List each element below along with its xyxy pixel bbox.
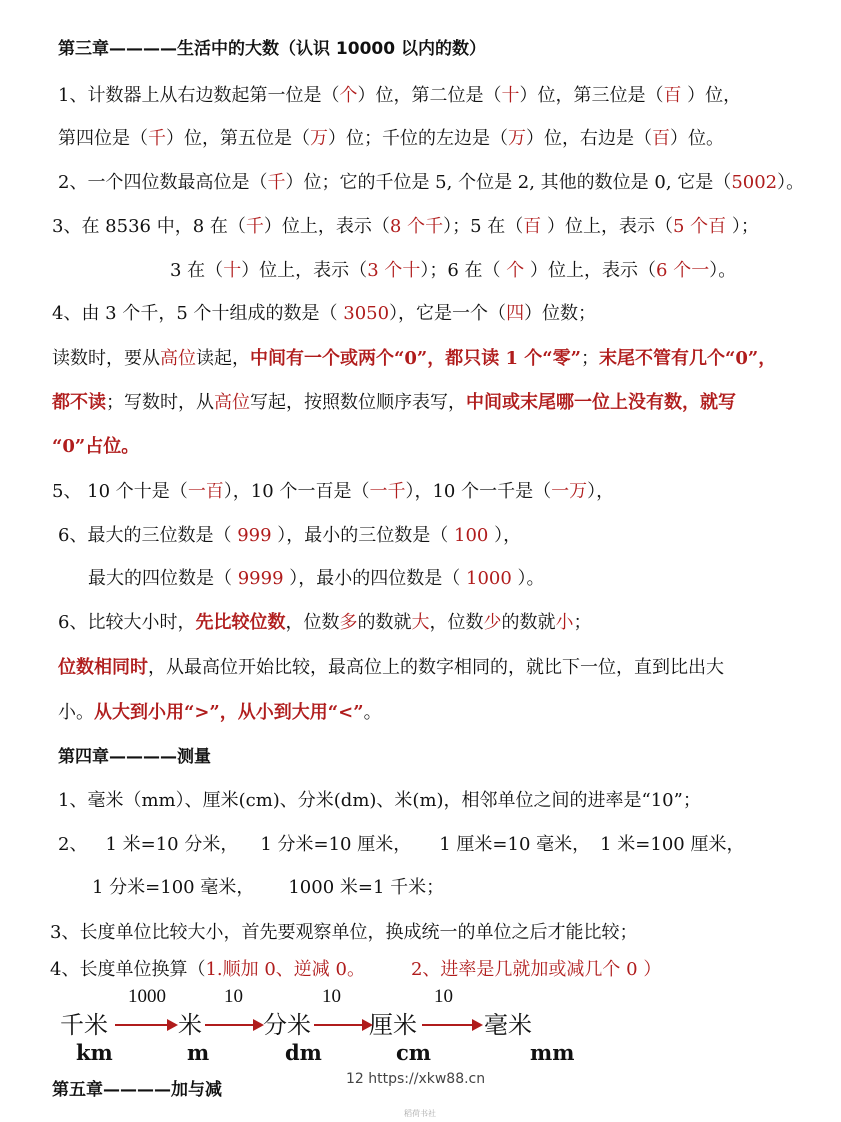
q6b-line-2 bbox=[58, 656, 724, 680]
text: ）； bbox=[726, 216, 759, 237]
ch4-q3: 3、长度单位比较大小，首先要观察单位，换成统一的单位之后才能比较； bbox=[50, 922, 638, 943]
text: ）位， bbox=[681, 85, 742, 106]
unit-en-m: m bbox=[187, 1040, 210, 1065]
text: ；写数时，从 bbox=[106, 392, 214, 413]
text: 2、 bbox=[58, 834, 88, 855]
text: ）位，右边是（ bbox=[526, 128, 652, 149]
rule-highlight: 1.顺加 0、逆减 0。 bbox=[205, 959, 365, 980]
conversion: 1 分米=10 厘米， bbox=[260, 834, 412, 855]
unit-en-mm: mm bbox=[530, 1040, 575, 1065]
keyword: 小 bbox=[555, 612, 574, 633]
conversion: 1 米=10 分米， bbox=[105, 834, 239, 855]
answer: 个 bbox=[339, 85, 358, 106]
text: 4、长度单位换算（ bbox=[50, 959, 206, 980]
text: 3、在 8536 中，8 在（ bbox=[52, 216, 246, 237]
answer: 万 bbox=[508, 128, 526, 149]
answer: 100 bbox=[454, 525, 489, 546]
text: 读数时，要从 bbox=[52, 348, 160, 369]
text: ； bbox=[581, 348, 599, 369]
answer: 一百 bbox=[187, 481, 224, 502]
unit-cn-dm: 分米 bbox=[263, 1011, 311, 1039]
reading-rule-line-2 bbox=[52, 391, 736, 415]
conversion: 1 米=100 厘米， bbox=[600, 834, 745, 855]
text: 小。 bbox=[58, 702, 94, 723]
rule-highlight: 2、进率是几就加或减几个 0 ） bbox=[410, 959, 662, 980]
text: ）。 bbox=[709, 260, 737, 281]
rule-highlight: 从大到小用“>”，从小到大用“<” bbox=[94, 702, 364, 723]
unit-en-cm: cm bbox=[396, 1040, 432, 1065]
text: ）位；它的千位是 5, 个位是 2, 其他的数位是 0, 它是（ bbox=[285, 172, 732, 193]
answer: 999 bbox=[237, 525, 272, 546]
rule-highlight: “0”占位。 bbox=[52, 436, 140, 457]
answer: 千 bbox=[267, 172, 286, 193]
reading-rule-line-1 bbox=[52, 347, 776, 371]
unit-cn-cm: 厘米 bbox=[369, 1011, 417, 1039]
text: ）位，第五位是（ bbox=[166, 128, 310, 149]
text: ），10 个一百是（ bbox=[223, 481, 370, 502]
answer: 3 个十 bbox=[367, 260, 421, 281]
text: ），10 个一千是（ bbox=[405, 481, 552, 502]
q6b-line-3 bbox=[58, 701, 382, 725]
chapter-5-title: 第五章————加与减 bbox=[52, 1080, 222, 1100]
text: 5、 10 个十是（ bbox=[52, 481, 188, 502]
text: ）位上，表示（ bbox=[541, 216, 673, 237]
conversion: 1000 米=1 千米； bbox=[288, 877, 445, 898]
text: ），最小的三位数是（ bbox=[271, 525, 454, 546]
answer: 3050 bbox=[343, 303, 390, 324]
q4-line-1 bbox=[52, 302, 596, 326]
unit-cn-m: 米 bbox=[178, 1011, 202, 1039]
keyword: 位数相同时 bbox=[58, 657, 148, 678]
text: ），它是一个（ bbox=[389, 303, 507, 324]
rule-highlight: 中间或末尾哪一位上没有数，就写 bbox=[466, 392, 736, 413]
rule-highlight: 中间有一个或两个“0”，都只读 1 个“零” bbox=[250, 348, 581, 369]
ch4-q2-line-1 bbox=[58, 833, 744, 857]
answer: 9999 bbox=[237, 568, 284, 589]
q1-line-2 bbox=[58, 127, 724, 151]
text: ）。 bbox=[777, 172, 805, 193]
q3-line-1 bbox=[52, 215, 759, 239]
answer: 百 bbox=[523, 216, 542, 237]
text: 4、由 3 个千，5 个十组成的数是（ bbox=[52, 303, 344, 324]
chapter-3-title: 第三章————生活中的大数（认识 10000 以内的数） bbox=[58, 39, 486, 59]
keyword: 先比较位数 bbox=[195, 612, 286, 633]
conversion: 1 分米=100 毫米， bbox=[92, 877, 255, 898]
rate-label: 10 bbox=[224, 986, 243, 1007]
rule-highlight: 都不读 bbox=[52, 392, 106, 413]
answer: 万 bbox=[310, 128, 328, 149]
text: 最大的四位数是（ bbox=[88, 568, 238, 589]
text: ，从最高位开始比较，最高位上的数字相同的，就比下一位，直到比出大 bbox=[148, 657, 724, 678]
text: 3 在（ bbox=[170, 260, 224, 281]
keyword: 少 bbox=[483, 612, 502, 633]
keyword: 多 bbox=[339, 612, 358, 633]
text: ）位；千位的左边是（ bbox=[328, 128, 508, 149]
rate-label: 10 bbox=[434, 986, 453, 1007]
chapter-4-title: 第四章————测量 bbox=[58, 747, 211, 767]
text: 写起，按照数位顺序表写， bbox=[250, 392, 466, 413]
keyword: 高位 bbox=[214, 392, 250, 413]
q1-line-1 bbox=[58, 84, 741, 108]
text: 6、比较大小时， bbox=[58, 612, 196, 633]
q2-line-1 bbox=[58, 171, 804, 195]
answer: 8 个千 bbox=[389, 216, 444, 237]
unit-en-dm: dm bbox=[285, 1040, 322, 1065]
text: ），最小的四位数是（ bbox=[283, 568, 466, 589]
text: 读起， bbox=[196, 348, 250, 369]
unit-en-km: km bbox=[76, 1040, 113, 1065]
answer: 十 bbox=[223, 260, 242, 281]
text: ）位数； bbox=[524, 303, 597, 324]
ch4-q1: 1、毫米（mm）、厘米(cm)、分米(dm)、米(m)，相邻单位之间的进率是“10”； bbox=[58, 790, 701, 811]
text: ）位上，表示（ bbox=[241, 260, 368, 281]
answer: 十 bbox=[501, 85, 520, 106]
text: 1、计数器上从右边数起第一位是（ bbox=[58, 85, 340, 106]
text: 6、最大的三位数是（ bbox=[58, 525, 238, 546]
text: 第四位是（ bbox=[58, 128, 148, 149]
unit-cn-mm: 毫米 bbox=[484, 1011, 532, 1039]
rate-label: 1000 bbox=[128, 986, 166, 1007]
ch4-q2-line-2 bbox=[92, 876, 444, 900]
answer: 百 bbox=[652, 128, 670, 149]
q6b-line-1 bbox=[58, 611, 591, 635]
text: ，位数 bbox=[285, 612, 340, 633]
page-footer: 12 https://xkw88.cn bbox=[346, 1071, 486, 1087]
answer: 一千 bbox=[369, 481, 406, 502]
reading-rule-line-3 bbox=[52, 435, 139, 459]
answer: 千 bbox=[245, 216, 264, 237]
text: ）位上，表示（ bbox=[524, 260, 657, 281]
rate-label: 10 bbox=[322, 986, 341, 1007]
answer: 5 个百 bbox=[673, 216, 727, 237]
keyword: 大 bbox=[411, 612, 430, 633]
conversion: 1 厘米=10 毫米， bbox=[439, 834, 591, 855]
text: ）， bbox=[587, 481, 615, 502]
answer: 百 bbox=[663, 85, 682, 106]
unit-cn-km: 千米 bbox=[60, 1011, 108, 1039]
text: ）， bbox=[488, 525, 522, 546]
text: ）；6 在（ bbox=[420, 260, 507, 281]
answer: 1000 bbox=[466, 568, 512, 589]
text: ； bbox=[573, 612, 592, 633]
answer: 四 bbox=[506, 303, 525, 324]
q6a-line-2 bbox=[88, 567, 545, 591]
q3-line-2 bbox=[170, 259, 736, 283]
q6a-line-1 bbox=[58, 524, 521, 548]
text: ）位上，表示（ bbox=[263, 216, 390, 237]
answer: 个 bbox=[506, 260, 525, 281]
answer: 6 个一 bbox=[656, 260, 710, 281]
text: ）位，第三位是（ bbox=[519, 85, 664, 106]
keyword: 高位 bbox=[160, 348, 196, 369]
answer: 一万 bbox=[551, 481, 588, 502]
text: 2、一个四位数最高位是（ bbox=[58, 172, 268, 193]
text: ）位，第二位是（ bbox=[357, 85, 502, 106]
answer: 千 bbox=[148, 128, 166, 149]
rule-highlight: 末尾不管有几个“0”， bbox=[599, 348, 777, 369]
text: 。 bbox=[363, 702, 382, 723]
footer-watermark: 稻荷书社 bbox=[404, 1109, 436, 1118]
text: 的数就 bbox=[357, 612, 412, 633]
ch4-q4 bbox=[50, 958, 661, 982]
text: ）。 bbox=[511, 568, 545, 589]
text: ）；5 在（ bbox=[443, 216, 524, 237]
q5-line-1 bbox=[52, 480, 614, 504]
text: 的数就 bbox=[501, 612, 556, 633]
text: ，位数 bbox=[429, 612, 484, 633]
text: ）位。 bbox=[670, 128, 724, 149]
answer: 5002 bbox=[731, 172, 778, 193]
